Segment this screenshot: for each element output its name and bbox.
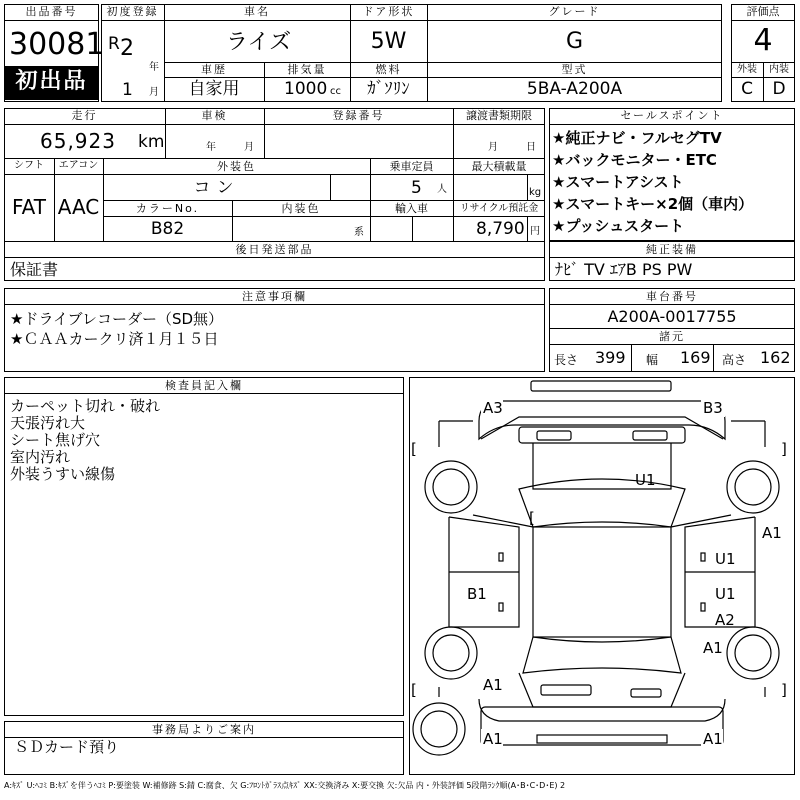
shift: FAT	[11, 195, 46, 219]
color-label: 外装色	[217, 160, 256, 173]
exterior-label: 外装	[737, 64, 757, 75]
sales-point-item: ★スマートアシスト	[552, 173, 684, 191]
score: 4	[753, 23, 773, 58]
fuel-label: 燃料	[375, 63, 402, 76]
sales-point-item: ★バックモニター・ETC	[552, 151, 717, 169]
grade-label: グレード	[548, 5, 601, 18]
score-label: 評価点	[746, 5, 780, 18]
era: R	[108, 34, 120, 54]
color-no-label: カラーNo.	[135, 202, 200, 215]
ac-label: エアコン	[58, 160, 99, 171]
transfer-month-unit: 月	[488, 142, 498, 153]
damage-mark-a1-right: A1	[762, 524, 782, 542]
height: 162	[760, 348, 791, 367]
grade: G	[565, 29, 584, 54]
inspector-item: 室内汚れ	[10, 448, 71, 466]
shift-label: シフト	[14, 160, 44, 171]
interior-color-label: 内装色	[281, 202, 321, 215]
damage-mark-a1-rear-right: A1	[703, 639, 723, 657]
inspector-label: 検査員記入欄	[165, 379, 243, 392]
damage-mark-b3: B3	[703, 399, 723, 417]
color-no: B82	[150, 219, 185, 239]
inspector-item: シート焦げ穴	[10, 431, 101, 449]
interior-grade: D	[772, 79, 786, 99]
inspection-month-unit: 月	[244, 142, 254, 153]
car-body-diagram	[409, 377, 795, 775]
width: 169	[680, 348, 711, 367]
transfer-label: 譲渡書類期限	[466, 109, 532, 122]
length: 399	[595, 348, 626, 367]
width-label: 幅	[646, 353, 659, 367]
recycle: 8,790	[476, 219, 525, 239]
inspector-item: 外装うすい線傷	[10, 465, 116, 483]
first-listing-text: 初出品	[15, 69, 88, 94]
damage-code-legend: A:ｷｽﾞ U:ﾍｺﾐ B:ｷｽﾞを伴うﾍｺﾐ P:要塗装 W:補修跡 S:錆 C:腐食、欠 G:ﾌﾛﾝﾄｶﾞﾗｽ点ｷｽﾞ XX:交換済み X:要交換 欠:欠品 内・外装評価 5段階ﾗﾝｸ順(A･B･C･D･E) 2	[4, 781, 566, 790]
damage-mark-u1-rear-door: U1	[715, 585, 736, 603]
mileage-unit: km	[138, 132, 165, 152]
chassis-number: A200A-0017755	[607, 307, 737, 326]
capacity-unit: 人	[437, 184, 447, 195]
month-unit: 月	[149, 87, 159, 98]
sales-point-item: ★プッシュスタート	[552, 217, 685, 235]
later-parts: 保証書	[10, 260, 59, 279]
specs-label: 諸元	[659, 330, 685, 343]
year-num: 2	[120, 36, 134, 61]
model-label: 型式	[561, 63, 588, 76]
mileage: 65,923	[40, 129, 116, 153]
notes-item: ★ＣＡＡカークリ済１月１５日	[10, 330, 219, 348]
year-unit: 年	[149, 62, 159, 73]
color: コン	[193, 178, 240, 198]
first-reg-label: 初度登録	[106, 5, 159, 18]
mileage-label: 走行	[71, 109, 98, 122]
notes-label: 注意事項欄	[242, 290, 307, 303]
door-type: 5W	[370, 29, 407, 54]
equipment-value: ﾅﾋﾞ TV ｴｱB PS PW	[555, 260, 693, 279]
office-label: 事務局よりご案内	[152, 723, 256, 736]
height-label: 高さ	[722, 353, 747, 367]
inspection-year-unit: 年	[206, 142, 216, 153]
damage-mark-b1: B1	[467, 585, 487, 603]
displacement: 1000	[284, 79, 328, 99]
sales-point-item: ★スマートキー×2個（車内）	[552, 195, 754, 213]
bracket-right: ]	[781, 681, 787, 699]
lot-number-label: 出品番号	[25, 5, 78, 18]
inspector-item: カーペット切れ・破れ	[10, 397, 161, 415]
mirror-bracket-left: [	[411, 440, 417, 458]
capacity-label: 乗車定員	[389, 160, 434, 173]
sales-point-item: ★純正ナビ・フルセグTV	[552, 129, 722, 147]
sales-points-label: セールスポイント	[620, 109, 724, 122]
bracket-left: [	[411, 681, 417, 699]
transfer-day-unit: 日	[526, 142, 536, 153]
ac: AAC	[57, 195, 100, 219]
damage-mark-a2: A2	[715, 611, 735, 629]
car-name-label: 車名	[244, 5, 270, 18]
max-load-unit: kg	[529, 187, 542, 198]
interior-color-unit: 系	[354, 227, 364, 238]
history: 自家用	[188, 79, 240, 99]
mirror-bracket-right: ]	[781, 440, 787, 458]
max-load-label: 最大積載量	[471, 160, 527, 173]
reg-no-label: 登録番号	[332, 109, 385, 122]
import-label: 輸入車	[395, 202, 428, 215]
door-label: ドア形状	[362, 5, 415, 18]
damage-mark-u1-front-door: U1	[715, 550, 736, 568]
notes-item: ★ドライブレコーダー（SD無）	[10, 310, 224, 328]
month-num: 1	[122, 80, 133, 100]
damage-mark-u1-roof: U1	[635, 471, 656, 489]
exterior-grade: C	[741, 79, 753, 99]
capacity: 5	[411, 178, 422, 198]
damage-mark-a1-bumper-left: A1	[483, 730, 503, 748]
recycle-unit: 円	[530, 226, 540, 237]
history-label: 車歴	[201, 63, 227, 76]
car-name: ライズ	[226, 30, 292, 55]
displacement-unit: cc	[330, 86, 341, 97]
displacement-label: 排気量	[287, 63, 327, 76]
inspection-label: 車検	[201, 109, 228, 122]
length-label: 長さ	[554, 353, 579, 367]
chassis-label: 車台番号	[646, 290, 698, 303]
model-code: 5BA-A200A	[526, 79, 623, 99]
damage-mark-a1-bumper-right: A1	[703, 730, 723, 748]
equipment-label: 純正装備	[646, 243, 698, 256]
later-parts-label: 後日発送部品	[235, 243, 314, 256]
damage-mark-a1-rear-left: A1	[483, 676, 503, 694]
interior-label: 内装	[769, 64, 789, 75]
lot-number: 30081	[9, 27, 105, 62]
recycle-label: リサイクル預託金	[459, 203, 539, 214]
damage-mark-a3: A3	[483, 399, 503, 417]
office-value: ＳＤカード預り	[14, 738, 120, 756]
fuel: ｶﾞｿﾘﾝ	[367, 79, 410, 99]
bracket-rear-left: [	[529, 509, 535, 527]
inspector-item: 天張汚れ大	[10, 414, 86, 432]
